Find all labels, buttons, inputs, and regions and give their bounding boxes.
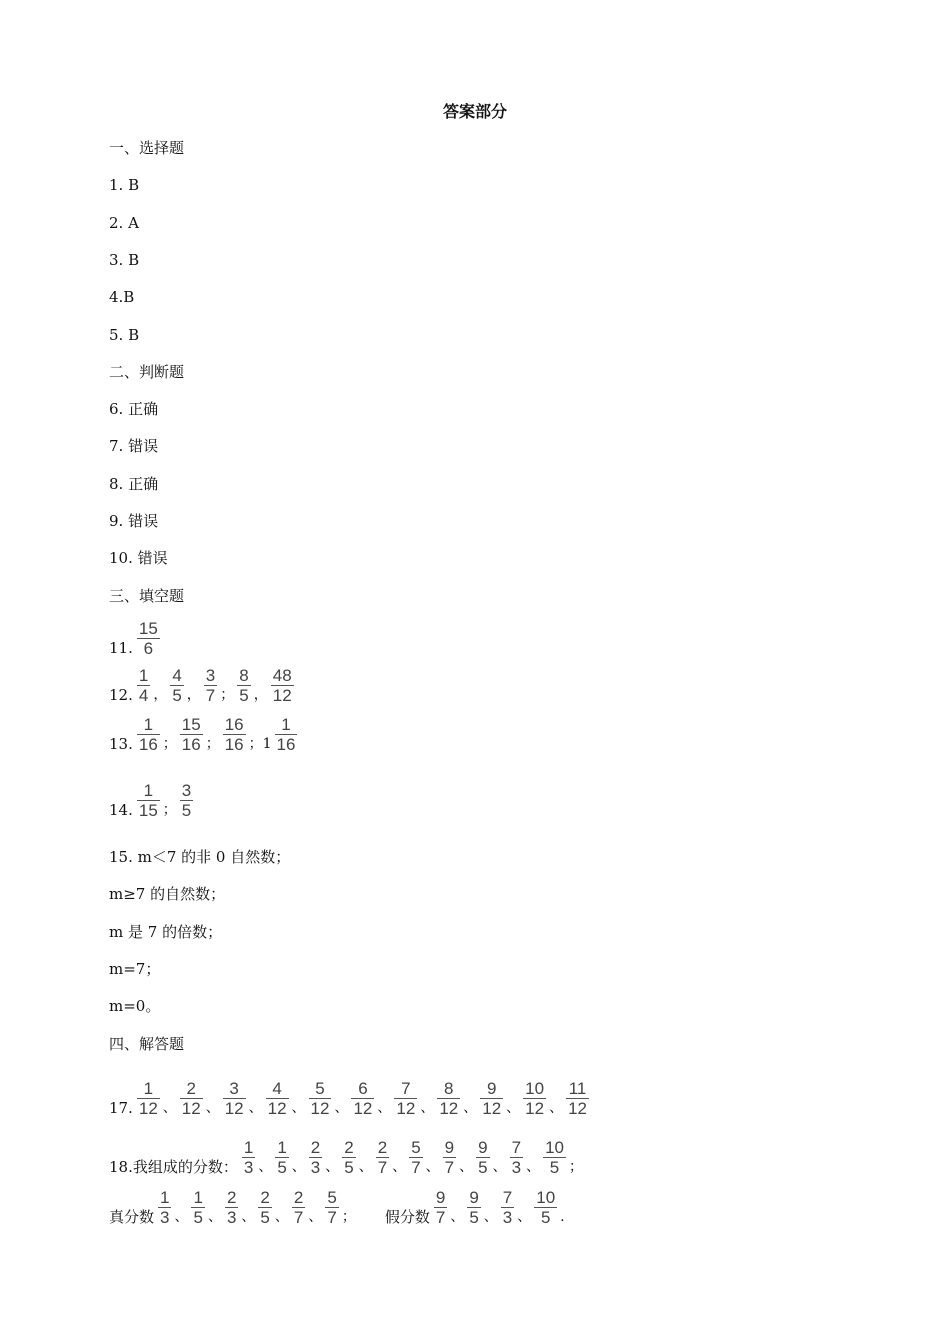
fraction-denominator: 3 [310,1158,321,1177]
answer-1: 1. B [109,176,140,194]
separator: 、 [334,1100,349,1116]
separator: 、 [483,1209,498,1225]
fraction-numerator: 2 [377,1138,388,1157]
fraction-numerator: 10 [525,1079,545,1098]
separator: 、 [174,1209,189,1225]
fraction-denominator: 3 [502,1208,513,1227]
fraction [434,1189,447,1226]
separator: 、 [325,1159,340,1175]
answer-18-classified [109,1189,568,1226]
fraction [467,1189,480,1226]
fraction [409,1139,422,1176]
fraction-numerator: 9 [435,1188,446,1207]
fraction [180,716,203,753]
fraction-numerator: 2 [260,1188,270,1207]
fraction [180,782,193,819]
separator: 、 [291,1100,306,1116]
fraction-denominator: 5 [260,1208,270,1227]
fraction-denominator: 7 [435,1208,446,1227]
fraction [158,1189,171,1226]
section-heading-solve: 四、解答题 [109,1035,185,1053]
fraction-denominator: 7 [444,1158,455,1177]
separator: 、 [358,1159,373,1175]
fraction [271,667,294,704]
fraction [137,667,150,704]
fraction-numerator: 1 [243,1138,254,1157]
separator: ； [341,1209,356,1225]
fraction-numerator: 5 [327,1188,337,1207]
fraction [534,1189,557,1226]
fraction-denominator: 12 [181,1099,201,1118]
answer-17 [109,1080,589,1117]
separator: 、 [248,1100,263,1116]
separator: 、 [291,1159,306,1175]
answer-15-line-1: 15. m＜7 的非 0 自然数； [109,848,291,866]
fraction-denominator: 12 [267,1099,287,1118]
fraction-numerator: 10 [536,1188,556,1207]
fraction-denominator: 5 [193,1208,203,1227]
answer-6: 6. 正确 [109,400,159,418]
fraction [266,1080,289,1117]
separator: . [560,1209,565,1225]
separator: 、 [420,1100,435,1116]
fraction-numerator: 4 [172,666,182,685]
fraction-denominator: 5 [344,1158,354,1177]
separator: ； [162,802,177,818]
fraction-numerator: 7 [401,1079,411,1098]
separator: ； [162,736,177,752]
fraction-numerator: 1 [143,715,154,734]
fraction-denominator: 16 [224,735,244,754]
fraction-denominator: 7 [327,1208,337,1227]
separator: 、 [207,1209,222,1225]
fraction-denominator: 7 [205,686,216,705]
fraction-numerator: 1 [281,715,291,734]
fraction [309,1080,332,1117]
fraction [275,1139,288,1176]
fraction [376,1139,389,1176]
fraction [510,1139,523,1176]
separator: ， [153,687,168,703]
fraction-denominator: 5 [540,1208,551,1227]
fraction-denominator: 16 [276,735,296,754]
fraction-denominator: 12 [272,686,292,705]
fraction [437,1080,460,1117]
answer-14 [109,782,193,819]
question-number: 14. [109,801,133,819]
fraction-numerator: 2 [186,1079,196,1098]
answer-18 [109,1139,586,1176]
separator: 、 [463,1100,478,1116]
separator: 、 [450,1209,465,1225]
answer-15-line-5: m=0。 [109,997,161,1015]
fraction-numerator: 3 [181,781,192,800]
fraction-denominator: 12 [224,1099,244,1118]
separator: 、 [162,1100,177,1116]
separator: ， [186,687,201,703]
separator: 、 [459,1159,474,1175]
fraction-numerator: 10 [545,1138,564,1157]
fraction-denominator: 4 [138,686,149,705]
separator: 、 [549,1100,564,1116]
fraction [480,1080,503,1117]
fraction-denominator: 3 [226,1208,237,1227]
page-title: 答案部分 [442,102,507,121]
answer-9: 9. 错误 [109,512,159,530]
separator: 、 [274,1209,289,1225]
fraction [137,620,160,657]
fraction-numerator: 1 [143,781,154,800]
fraction-denominator: 7 [293,1208,304,1227]
question-number: 13. [109,735,133,753]
fraction [223,1080,246,1117]
separator: 、 [517,1209,532,1225]
fraction-denominator: 12 [568,1099,587,1118]
fraction-numerator: 6 [358,1079,368,1098]
section-heading-choice: 一、选择题 [109,139,185,157]
fraction [204,667,217,704]
fraction-denominator: 5 [478,1158,488,1177]
fraction-denominator: 6 [143,639,154,658]
fraction [325,1189,338,1226]
fraction [543,1139,566,1176]
fraction [292,1189,305,1226]
fraction-numerator: 48 [272,666,292,685]
separator: ；1 [248,736,272,752]
fraction-denominator: 12 [396,1099,416,1118]
fraction-denominator: 16 [181,735,201,754]
fraction-denominator: 12 [439,1099,459,1118]
fraction [237,667,250,704]
fraction-denominator: 3 [511,1158,522,1177]
fraction-denominator: 3 [243,1158,254,1177]
fraction-numerator: 1 [160,1188,170,1207]
separator: ； [220,687,235,703]
fraction [275,716,298,753]
fraction-denominator: 12 [353,1099,373,1118]
fraction [501,1189,514,1226]
separator: 、 [492,1159,507,1175]
fraction-denominator: 12 [310,1099,330,1118]
fraction-numerator: 7 [511,1138,522,1157]
answer-11 [109,620,160,657]
fraction-numerator: 3 [205,666,216,685]
question-number: 17. [109,1099,133,1117]
question-number: 18.我组成的分数： [109,1158,238,1176]
fraction [191,1189,204,1226]
section-heading-judge: 二、判断题 [109,363,185,381]
fraction [566,1080,589,1117]
fraction-denominator: 12 [138,1099,158,1118]
fraction-numerator: 2 [293,1188,304,1207]
separator: 、 [425,1159,440,1175]
separator: 、 [205,1100,220,1116]
fraction-numerator: 9 [444,1138,455,1157]
fraction [242,1139,255,1176]
answer-4: 4.B [109,288,135,306]
fraction [223,716,246,753]
fraction-numerator: 9 [486,1079,497,1098]
fraction-numerator: 8 [444,1079,454,1098]
fraction-numerator: 4 [272,1079,282,1098]
fraction [476,1139,489,1176]
fraction [137,782,160,819]
fraction [523,1080,546,1117]
improper-fraction-label: 假分数 [384,1208,430,1226]
fraction-denominator: 16 [138,735,158,754]
fraction [342,1139,355,1176]
question-number: 11. [109,639,133,657]
answer-5: 5. B [109,326,140,344]
separator: 、 [377,1100,392,1116]
answer-2: 2. A [109,214,139,232]
separator: ； [569,1159,583,1175]
separator: 、 [308,1209,323,1225]
separator: 、 [506,1100,521,1116]
fraction-numerator: 1 [193,1188,203,1207]
fraction [309,1139,322,1176]
fraction-numerator: 8 [239,666,249,685]
fraction-numerator: 2 [226,1188,237,1207]
fraction [180,1080,203,1117]
fraction-denominator: 7 [377,1158,388,1177]
answer-12 [109,667,294,704]
fraction [258,1189,271,1226]
separator: 、 [392,1159,407,1175]
separator: ， [253,687,268,703]
fraction-denominator: 12 [482,1099,502,1118]
fraction-numerator: 1 [143,1079,154,1098]
fraction [225,1189,238,1226]
fraction-denominator: 5 [549,1158,560,1177]
fraction-denominator: 5 [172,686,182,705]
fraction [170,667,183,704]
separator: ； [205,736,220,752]
fraction-numerator: 2 [310,1138,321,1157]
fraction-numerator: 1 [277,1138,287,1157]
answer-8: 8. 正确 [109,475,159,493]
fraction-denominator: 7 [411,1158,421,1177]
answer-15-line-3: m 是 7 的倍数； [109,923,223,941]
answer-15-line-4: m=7； [109,960,161,978]
fraction [443,1139,456,1176]
fraction-numerator: 15 [181,715,201,734]
fraction [137,716,160,753]
fraction-denominator: 5 [469,1208,479,1227]
answer-3: 3. B [109,251,140,269]
fraction-denominator: 12 [525,1099,545,1118]
fraction-numerator: 15 [138,619,158,638]
answer-15-line-2: m≥7 的自然数； [109,885,226,903]
fraction-numerator: 7 [502,1188,513,1207]
fraction-numerator: 5 [315,1079,325,1098]
fraction-denominator: 5 [239,686,249,705]
fraction-numerator: 1 [138,666,149,685]
fraction-numerator: 5 [411,1138,421,1157]
fraction-numerator: 11 [568,1079,587,1098]
proper-fraction-label: 真分数 [109,1208,155,1226]
fraction-denominator: 15 [138,801,158,820]
fraction-denominator: 5 [277,1158,287,1177]
fraction-denominator: 3 [160,1208,170,1227]
fraction-denominator: 5 [181,801,192,820]
fraction-numerator: 3 [229,1079,239,1098]
answer-13 [109,716,297,753]
fraction-numerator: 16 [224,715,244,734]
fraction [137,1080,160,1117]
separator: 、 [258,1159,273,1175]
fraction-numerator: 2 [344,1138,354,1157]
separator: 、 [241,1209,256,1225]
fraction [351,1080,374,1117]
question-number: 12. [109,686,133,704]
fraction-numerator: 9 [469,1188,479,1207]
fraction [394,1080,417,1117]
separator: 、 [526,1159,541,1175]
fraction-numerator: 9 [478,1138,488,1157]
answer-7: 7. 错误 [109,437,159,455]
section-heading-fill: 三、填空题 [109,587,185,605]
answer-10: 10. 错误 [109,549,168,567]
